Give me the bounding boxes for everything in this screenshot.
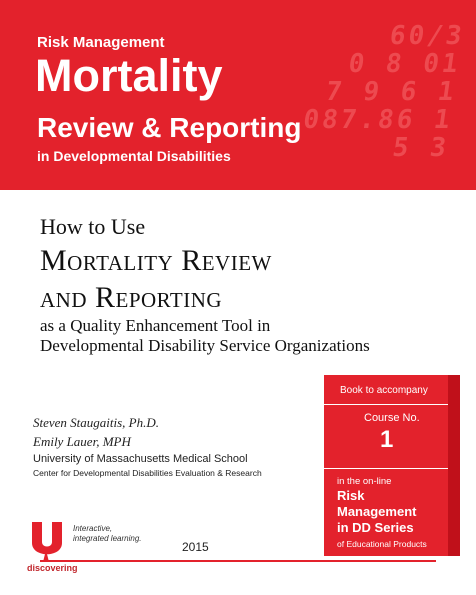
u-logo-icon — [29, 520, 65, 562]
banner-subtitle: in Developmental Disabilities — [37, 148, 231, 164]
title-line-mortality-review: Mortality Review — [40, 244, 272, 277]
tagline-line: integrated learning. — [73, 534, 142, 543]
tagline-line: Interactive, — [73, 524, 113, 533]
logo-wordmark: discovering — [27, 563, 78, 573]
publication-year: 2015 — [182, 540, 209, 554]
author-name: Emily Lauer, MPH — [33, 434, 131, 449]
title-line-and-reporting: and Reporting — [40, 281, 223, 314]
course-promo-box — [324, 375, 460, 556]
digit-line: 7 9 6 1 — [323, 77, 459, 107]
products-label: of Educational Products — [337, 539, 427, 549]
digit-line: 5 3 — [390, 133, 451, 163]
online-label: in the on-line — [337, 476, 392, 487]
series-name — [337, 488, 416, 536]
banner-title-review: Review & Reporting — [37, 112, 302, 143]
divider — [324, 404, 448, 405]
box-edge-stripe — [448, 375, 460, 556]
digit-line: 0 8 01 — [346, 49, 463, 79]
author-name: Steven Staugaitis, Ph.D. — [33, 415, 160, 430]
divider — [324, 468, 448, 469]
series-name-line: Management — [337, 504, 417, 519]
series-name-line: in DD Series — [337, 520, 414, 535]
title-line-quality-tool: as a Quality Enhancement Tool in — [40, 316, 271, 335]
header-banner — [0, 0, 476, 190]
series-name-line: Risk — [337, 488, 365, 503]
logo-tagline — [73, 524, 142, 544]
book-title — [40, 212, 370, 356]
title-line-how-to-use: How to Use — [40, 214, 146, 239]
course-number: 1 — [380, 426, 394, 453]
bottom-divider — [40, 560, 436, 562]
course-label: Course No. — [364, 412, 420, 424]
title-line-organizations: Developmental Disability Service Organizations — [40, 336, 370, 355]
banner-title-mortality: Mortality — [35, 50, 223, 101]
affiliation-center: Center for Developmental Disabilities Evaluation & Research — [33, 468, 262, 478]
book-to-accompany-label: Book to accompany — [340, 385, 428, 396]
digit-line: 60/3 — [387, 21, 467, 51]
authors-block — [33, 413, 262, 479]
affiliation: University of Massachusetts Medical School — [33, 453, 248, 465]
series-label: Risk Management — [37, 34, 165, 51]
publisher-logo — [27, 520, 177, 580]
digit-line: 087.86 1 — [301, 105, 455, 135]
banner-digit-texture — [300, 21, 467, 163]
